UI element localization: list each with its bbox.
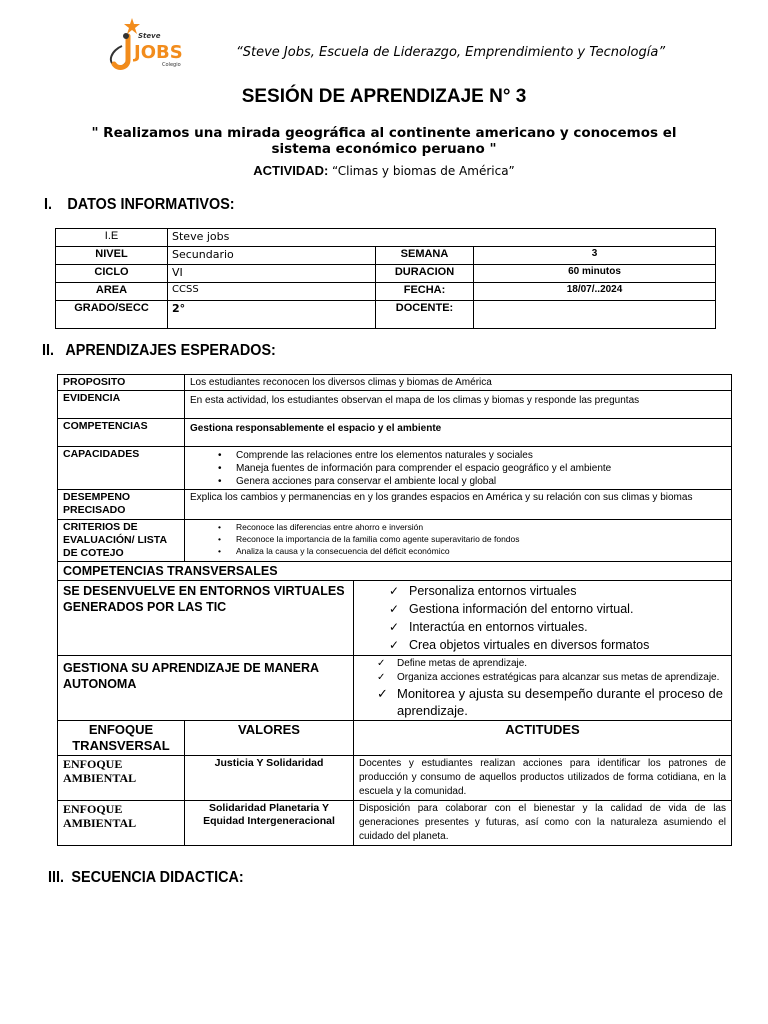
tic-competency: SE DESENVUELVE EN ENTORNOS VIRTUALES GENERADOS POR LAS TIC <box>58 581 354 656</box>
actitud-cell: Docentes y estudiantes realizan acciones para identificar los patrones de producción y consumo de aquellos productos utilizados de forma cotidiana, en la escuela y la comunidad. <box>354 756 732 801</box>
grado-label: GRADO/SECC <box>56 301 168 329</box>
list-item: ✓ Crea objetos virtuales en diversos formatos <box>359 636 726 654</box>
table-row <box>58 375 732 391</box>
capacidades-label: CAPACIDADES <box>58 447 185 490</box>
svg-text:Steve: Steve <box>138 32 161 40</box>
nivel-value: Secundario <box>168 247 376 265</box>
list-item: ✓ Gestiona información del entorno virtual. <box>359 600 726 618</box>
table-row <box>58 801 732 846</box>
enfoque-cell: ENFOQUE AMBIENTAL <box>58 801 185 846</box>
section-heading-datos: I. DATOS INFORMATIVOS: <box>44 196 235 213</box>
section-heading-secuencia: III. SECUENCIA DIDACTICA: <box>48 869 244 886</box>
ie-label: I.E <box>56 229 168 247</box>
list-item: ✓ Define metas de aprendizaje. <box>359 657 723 671</box>
school-logo <box>104 16 186 72</box>
table-row <box>58 391 732 419</box>
evidencia-value: En esta actividad, los estudiantes observan el mapa de los climas y biomas y responde las preguntas <box>185 391 732 419</box>
proposito-value: Los estudiantes reconocen los diversos climas y biomas de América <box>185 375 732 391</box>
semana-value: 3 <box>474 247 716 265</box>
list-item: ✓ Organiza acciones estratégicas para alcanzar sus metas de aprendizaje. <box>359 671 723 685</box>
table-row <box>58 419 732 447</box>
duracion-value: 60 minutos <box>474 265 716 283</box>
actitud-cell: Disposición para colaborar con el bienestar y la calidad de vida de las generaciones presentes y futuras, así como con la naturaleza asumiendo el cuidado del planeta. <box>354 801 732 846</box>
section-heading-aprendizajes: II. APRENDIZAJES ESPERADOS: <box>42 342 276 359</box>
table-row <box>58 656 732 721</box>
actitudes-header: ACTITUDES <box>354 721 732 756</box>
transversales-heading: COMPETENCIAS TRANSVERSALES <box>58 562 732 581</box>
aprendizajes-table <box>57 374 732 846</box>
list-item: ✓ Interactúa en entornos virtuales. <box>359 618 726 636</box>
table-row <box>58 562 732 581</box>
autonoma-competency: GESTIONA SU APRENDIZAJE DE MANERA AUTONOMA <box>58 656 354 721</box>
ciclo-value: VI <box>168 265 376 283</box>
capacidades-list <box>185 447 732 490</box>
nivel-label: NIVEL <box>56 247 168 265</box>
activity-line <box>0 163 768 178</box>
svg-text:JOBS: JOBS <box>134 42 183 63</box>
svg-text:Colegio: Colegio <box>162 62 181 68</box>
table-row <box>56 247 716 265</box>
semana-label: SEMANA <box>376 247 474 265</box>
tic-list <box>354 581 732 656</box>
enfoque-header: ENFOQUE TRANSVERSAL <box>58 721 185 756</box>
area-value: CCSS <box>168 283 376 301</box>
evidencia-label: EVIDENCIA <box>58 391 185 419</box>
info-table <box>55 228 716 329</box>
valor-cell: Justicia Y Solidaridad <box>185 756 354 801</box>
table-row <box>58 581 732 656</box>
fecha-value: 18/07/..2024 <box>474 283 716 301</box>
fecha-label: FECHA: <box>376 283 474 301</box>
ie-value: Steve jobs <box>168 229 716 247</box>
desempeno-value: Explica los cambios y permanencias en y los grandes espacios en América y su relación con sus climas y biomas <box>185 490 732 520</box>
valor-cell: Solidaridad Planetaria Y Equidad Intergeneracional <box>185 801 354 846</box>
list-item: • Genera acciones para conservar el ambiente local y global <box>190 475 726 488</box>
criterios-list <box>185 520 732 562</box>
list-item: • Analiza la causa y la consecuencia del déficit económico <box>190 545 726 557</box>
list-item: • Maneja fuentes de información para comprender el espacio geográfico y el ambiente <box>190 462 726 475</box>
criterios-label: CRITERIOS DE EVALUACIÓN/ LISTA DE COTEJO <box>58 520 185 562</box>
ciclo-label: CICLO <box>56 265 168 283</box>
table-row <box>58 447 732 490</box>
school-motto: “Steve Jobs, Escuela de Liderazgo, Emprendimiento y Tecnología” <box>236 45 666 60</box>
page-title: SESIÓN DE APRENDIZAJE N° 3 <box>241 86 527 107</box>
table-row <box>58 520 732 562</box>
table-row <box>56 283 716 301</box>
proposito-label: PROPOSITO <box>58 375 185 391</box>
list-item: ✓ Monitorea y ajusta su desempeño durante el proceso de aprendizaje. <box>359 685 723 719</box>
autonoma-list <box>354 656 732 721</box>
table-row <box>58 756 732 801</box>
desempeno-label: DESEMPENO PRECISADO <box>58 490 185 520</box>
table-row <box>56 301 716 329</box>
enfoque-cell: ENFOQUE AMBIENTAL <box>58 756 185 801</box>
table-row <box>58 721 732 756</box>
docente-label: DOCENTE: <box>376 301 474 329</box>
list-item: • Reconoce la importancia de la familia como agente superavitario de fondos <box>190 533 726 545</box>
area-label: AREA <box>56 283 168 301</box>
grado-value: 2° <box>168 301 376 329</box>
session-subtitle: " Realizamos una mirada geográfica al continente americano y conocemos el sistema económico peruano " <box>91 125 677 157</box>
activity-label: ACTIVIDAD: <box>253 163 329 178</box>
docente-value <box>474 301 716 329</box>
competencias-value: Gestiona responsablemente el espacio y el ambiente <box>185 419 732 447</box>
list-item: • Reconoce las diferencias entre ahorro e inversión <box>190 521 726 533</box>
valores-header: VALORES <box>185 721 354 756</box>
list-item: • Comprende las relaciones entre los elementos naturales y sociales <box>190 449 726 462</box>
duracion-label: DURACION <box>376 265 474 283</box>
activity-value: “Climas y biomas de América” <box>331 164 515 178</box>
table-row <box>58 490 732 520</box>
table-row <box>56 229 716 247</box>
list-item: ✓ Personaliza entornos virtuales <box>359 582 726 600</box>
competencias-label: COMPETENCIAS <box>58 419 185 447</box>
table-row <box>56 265 716 283</box>
